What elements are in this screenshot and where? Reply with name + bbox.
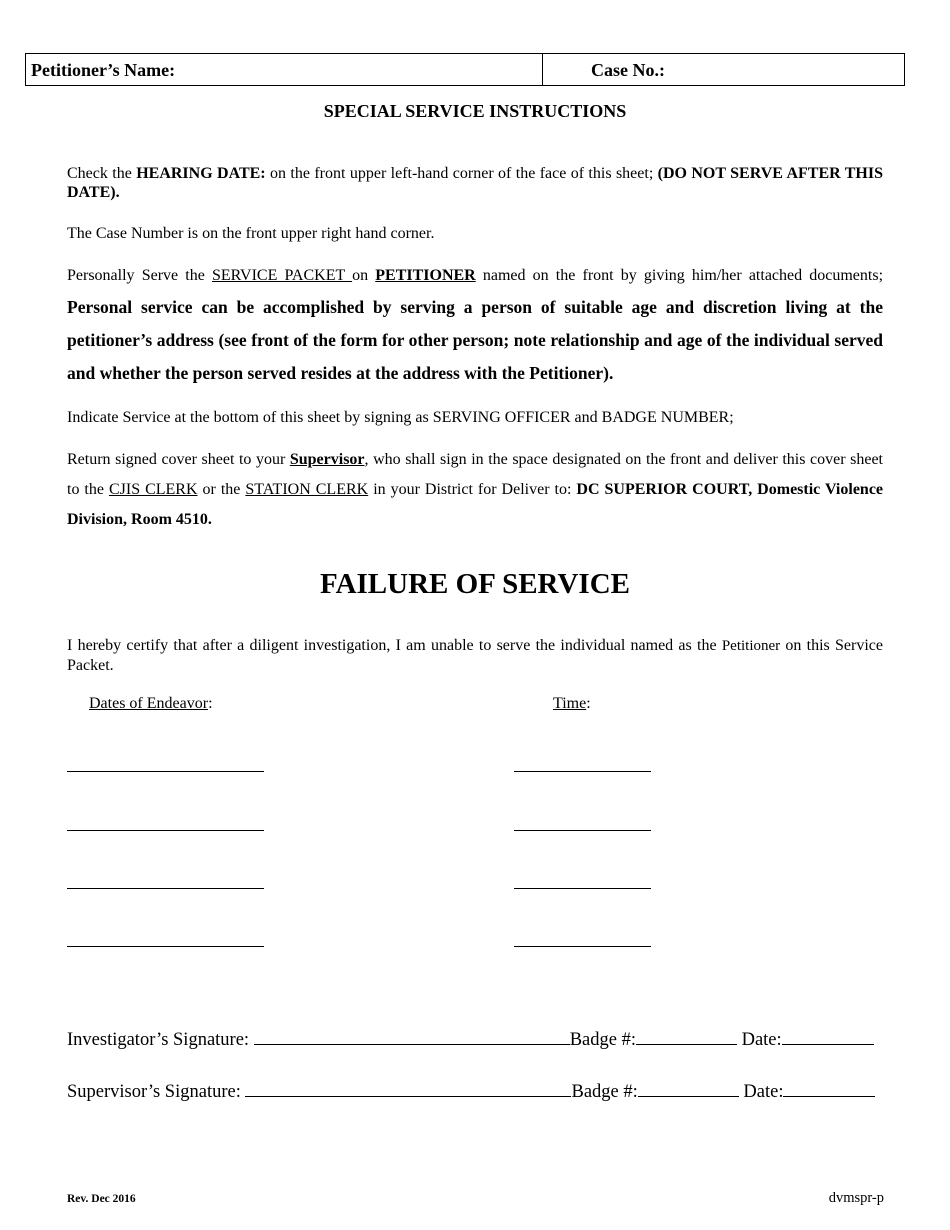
date-label: Date: — [743, 1082, 784, 1102]
instructions-title: SPECIAL SERVICE INSTRUCTIONS — [323, 101, 627, 121]
badge-label: Badge #: — [569, 1030, 636, 1050]
investigator-signature-field[interactable] — [254, 1027, 570, 1045]
time-label: Time: — [553, 695, 591, 712]
failure-of-service-title: FAILURE OF SERVICE — [320, 568, 630, 600]
endeavor-time-field[interactable] — [514, 771, 651, 772]
certification-paragraph: I hereby certify that after a diligent investigation, I am unable to serve the individual named as the Petitioner on this Service Packet. — [67, 637, 883, 674]
supervisor-badge-field[interactable] — [638, 1079, 739, 1097]
endeavor-date-field[interactable] — [67, 888, 264, 889]
endeavor-date-field[interactable] — [67, 946, 264, 947]
return-sheet-paragraph: Return signed cover sheet to your Supervisor, who shall sign in the space designated on the front and deliver this cover sheet to the CJIS CLERK or the STATION CLERK in your District for Deliver to: DC SUPERIOR COURT, Domestic Violence Division, Room 4510. — [67, 451, 884, 528]
endeavor-date-field[interactable] — [67, 771, 264, 772]
date-label: Date: — [741, 1030, 782, 1050]
investigator-signature-label: Investigator’s Signature: — [67, 1030, 254, 1050]
supervisor-signature-label: Supervisor’s Signature: — [67, 1082, 246, 1102]
supervisor-signature-field[interactable] — [245, 1079, 571, 1097]
supervisor-signature-row — [67, 1079, 875, 1104]
endeavor-time-field[interactable] — [514, 946, 651, 947]
header-table — [25, 53, 905, 86]
investigator-signature-row — [67, 1027, 874, 1052]
dates-of-endeavor-label: Dates of Endeavor: — [89, 695, 213, 712]
case-number-paragraph: The Case Number is on the front upper right hand corner. — [67, 225, 435, 242]
endeavor-time-field[interactable] — [514, 830, 651, 831]
form-code: dvmspr-p — [828, 1190, 884, 1206]
revision-date: Rev. Dec 2016 — [67, 1193, 136, 1205]
endeavor-time-field[interactable] — [514, 888, 651, 889]
indicate-service-paragraph: Indicate Service at the bottom of this sheet by signing as SERVING OFFICER and BADGE NUMBER; — [67, 409, 734, 426]
investigator-badge-field[interactable] — [636, 1027, 737, 1045]
endeavor-date-field[interactable] — [67, 830, 264, 831]
case-number-field[interactable] — [543, 54, 904, 85]
personal-service-paragraph: Personally Serve the SERVICE PACKET on PETITIONER named on the front by giving him/her attached documents; Personal service can be accomplished by serving a person of suitable age and discretion living at the petitioner’s address (see front of the form for other person; note relationship and age of the individual served and whether the person served resides at the address with the Petitioner). — [67, 267, 884, 383]
supervisor-date-field[interactable] — [783, 1079, 875, 1097]
hearing-date-paragraph: Check the HEARING DATE: on the front upper left-hand corner of the face of this sheet; (DO NOT SERVE AFTER THIS DATE). — [67, 165, 884, 201]
investigator-date-field[interactable] — [782, 1027, 874, 1045]
petitioner-name-field[interactable] — [26, 54, 543, 85]
badge-label: Badge #: — [571, 1082, 638, 1102]
petitioner-name-label: Petitioner’s Name: — [31, 60, 176, 80]
case-number-label: Case No.: — [591, 60, 665, 80]
